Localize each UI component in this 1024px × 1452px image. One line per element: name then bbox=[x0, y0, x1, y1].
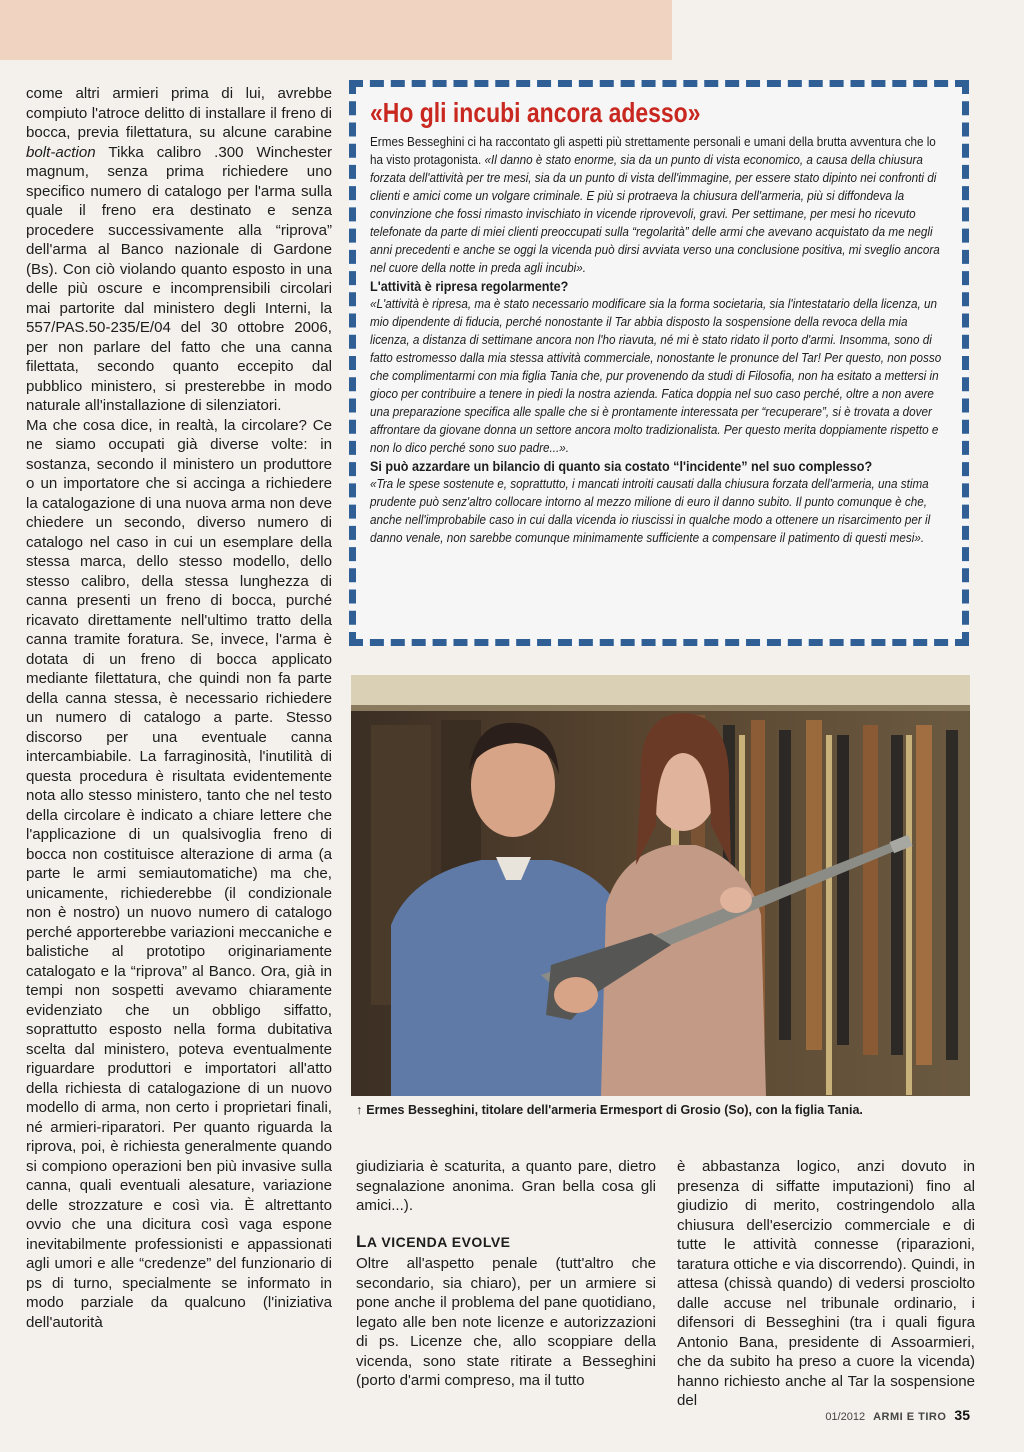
issue-date: 01/2012 bbox=[825, 1411, 866, 1423]
right-paragraph-1: è abbastanza logico, anzi dovuto in presenza di siffatte imputazioni) fino al giudizio di merito, costringendolo alla chiusura dell'esercizio commerciale e di tutte le attività connesse (riparazioni, taratura ottiche e via discorrendo). Quindi, in attesa (chissà quando) di vedersi prosciolto dalle accuse nel tribunale ordinario, i difensori di Besseghini (tra i quali figura Antonio Bana, presidente di Assoarmieri, che da subito ha preso a cuore la vicenda) hanno richiesto anche al Tar la sospensione del bbox=[677, 1158, 975, 1409]
interview-answer-1: Ermes Besseghini ci ha raccontato gli aspetti più strettamente personali e umani della brutta avventura che lo ha visto protagonista. «Il danno è stato enorme, sia da un punto di vista economico, a causa della chiusura forzata dell'attività per tre mesi, sia da un punto di vista dell'immagine, per essere stato dipinto nei confronti di clienti e amici come un volgare criminale. E più si protraeva la chiusura dell'armeria, più si diffondeva la convinzione che fossi rimasto invischiato in vicende riprovevoli, gravi. Per settimane, per mesi ho ricevuto telefonate da parte di miei clienti preoccupati sulla “regolarità” delle armi che avevano acquistato da me negli anni precedenti e anche se oggi la vicenda può dirsi avviata verso una conclusione positiva, mi sveglio ancora nel cuore della notte in preda agli incubi». bbox=[370, 134, 940, 275]
left-column bbox=[26, 84, 332, 1332]
interview-answer-2: «L'attività è ripresa, ma è stato necessario modificare sia la forma societaria, sia l'intestatario della licenza, un mio dipendente di fiducia, perché nonostante il Tar abbia disposto la sospensione della revoca della mia licenza, a distanza di settimane ancora non l'ho riavuta, né mi è stato ridato il porto d'armi. Insomma, sono di fatto estromesso dalla mia stessa attività commerciale, nonostante le pronunce del Tar! Per questo, non posso che complimentarmi con mia figlia Tania che, pur provenendo da studi di Filosofia, non ha esitato a mettersi in gioco per contribuire a tenere in piedi la nostra azienda. Fatica doppia nel suo caso perché, oltre a non avere una preparazione specifica alle spalle che si è prontamente interessata per “recuperare”, si è trovata a dover affrontare da giovane donna un settore ancora molto tradizionalista. Per questo merita doppiamente rispetto e non lo dico perché sono suo padre...». bbox=[370, 296, 942, 455]
middle-paragraph-1: giudiziaria è scaturita, a quanto pare, dietro segnalazione anonima. Gran bella cosa gli amici...). bbox=[356, 1158, 656, 1214]
left-paragraph-1: come altri armieri prima di lui, avrebbe compiuto l'atroce delitto di installare il freno di bocca, previa filettatura, su alcune carabine bolt-action Tikka calibro .300 Winchester magnum, senza prima richiedere uno specifico numero di catalogo per l'arma sulla quale il freno era destinato e senza procedere successivamente alla “riprova” dell'arma al Banco nazionale di Gardone (Bs). Con ciò violando quanto esposto in una delle più oscure e incomprensibili circolari mai partorite dal ministero degli Interni, la 557/PAS.50-235/E/04 del 30 ottobre 2006, per non parlare del fatto che una canna filettata, secondo quanto eccepito dal pubblico ministero, si presterebbe in modo naturale all'installazione di silenziatori. bbox=[26, 85, 332, 414]
interview-text bbox=[370, 133, 949, 547]
gunshop-photo bbox=[351, 675, 970, 1096]
page-footer bbox=[825, 1407, 970, 1423]
page-number: 35 bbox=[954, 1407, 970, 1423]
page-corner-tab bbox=[0, 0, 672, 60]
section-subhead: LA VICENDA EVOLVE bbox=[356, 1231, 511, 1251]
photo-caption: ↑ Ermes Besseghini, titolare dell'armeria Ermesport di Grosio (So), con la figlia Tania. bbox=[356, 1103, 863, 1117]
interview-question-3: Si può azzardare un bilancio di quanto sia costato “l'incidente” nel suo complesso? bbox=[370, 458, 873, 474]
right-column bbox=[677, 1157, 975, 1411]
arrow-up-icon: ↑ bbox=[356, 1103, 363, 1117]
interview-box bbox=[349, 80, 969, 646]
left-paragraph-2: Ma che cosa dice, in realtà, la circolare? Ce ne siamo occupati già diverse volte: in sostanza, secondo il ministero un produttore o un importatore che si accinga a richiedere la catalogazione di una nuova arma non deve chiedere un secondo, diverso numero di catalogo nel caso in cui un esemplare della stessa marca, dello stesso modello, dello stesso calibro, della stessa lunghezza di canna presenti un freno di bocca, purché ricavato direttamente nell'ultimo tratto della canna tramite foratura. Se, invece, l'arma è dotata di un freno di bocca applicato mediante filettatura, che quindi non fa parte della canna stessa, è necessario richiedere un numero di catalogo a parte. Stesso discorso per una eventuale canna intercambiabile. La farraginosità, l'inutilità di questa procedura è risultata evidentemente nota allo stesso ministero, tanto che nel testo della circolare è indicato a chiare lettere che l'applicazione di un qualsivoglia freno di bocca non costituisce alterazione di arma (a parte le armi semiautomatiche) ma che, unicamente, richiederebbe (il condizionale non è nostro) un nuovo numero di catalogo perché apporterebbe variazioni meccaniche e balistiche al prototipo originariamente catalogato e la “riprova” al Banco. Ora, già in tempi non sospetti avevamo chiaramente evidenziato che un obbligo siffatto, soprattutto esposto nella forma dubitativa scelta dal ministero, poteva eventualmente riguardare produttori e importatori all'atto della richiesta di catalogazione di un nuovo modello di arma, non certo i proprietari finali, né armieri-riparatori. Per quanto riguarda la riprova, poi, è richiesta generalmente quando si compiono operazioni ben più invasive sulla canna, quali eventuali alesature, variazione delle strozzature e così via. È altrettanto ovvio che una dicitura così vaga espone inevitabilmente professionisti e appassionati agli umori e alle “credenze” del funzionario di ps di turno, specialmente se informato in modo parziale da qualcuno (l'iniziativa dell'autorità bbox=[26, 416, 332, 1331]
interview-title: «Ho gli incubi ancora adesso» bbox=[370, 97, 701, 128]
middle-paragraph-2: Oltre all'aspetto penale (tutt'altro che secondario, sia chiaro), per un armiere si pone anche il problema del pane quotidiano, legato alle ben note licenze e autorizzazioni di ps. Licenze che, allo scoppiare della vicenda, sono state ritirate a Besseghini (porto d'armi compreso, ma il tutto bbox=[356, 1255, 656, 1389]
publication-name: ARMI E TIRO bbox=[873, 1411, 947, 1423]
middle-column bbox=[356, 1157, 656, 1391]
interview-answer-3: «Tra le spese sostenute e, soprattutto, i mancati introiti causati dalla chiusura forzata dell'armeria, una stima prudente può senz'altro collocare intorno al mezzo milione di euro il danno subito. Il punto comunque è che, anche nell'improbabile caso in cui dalla vicenda io riuscissi in qualche modo a ottenere un risarcimento per il danno venale, non sarebbe comunque minimamente sufficiente a compensare il patimento di questi mesi». bbox=[370, 476, 931, 545]
interview-question-2: L'attività è ripresa regolarmente? bbox=[370, 278, 569, 294]
photo-illustration bbox=[351, 675, 970, 1096]
